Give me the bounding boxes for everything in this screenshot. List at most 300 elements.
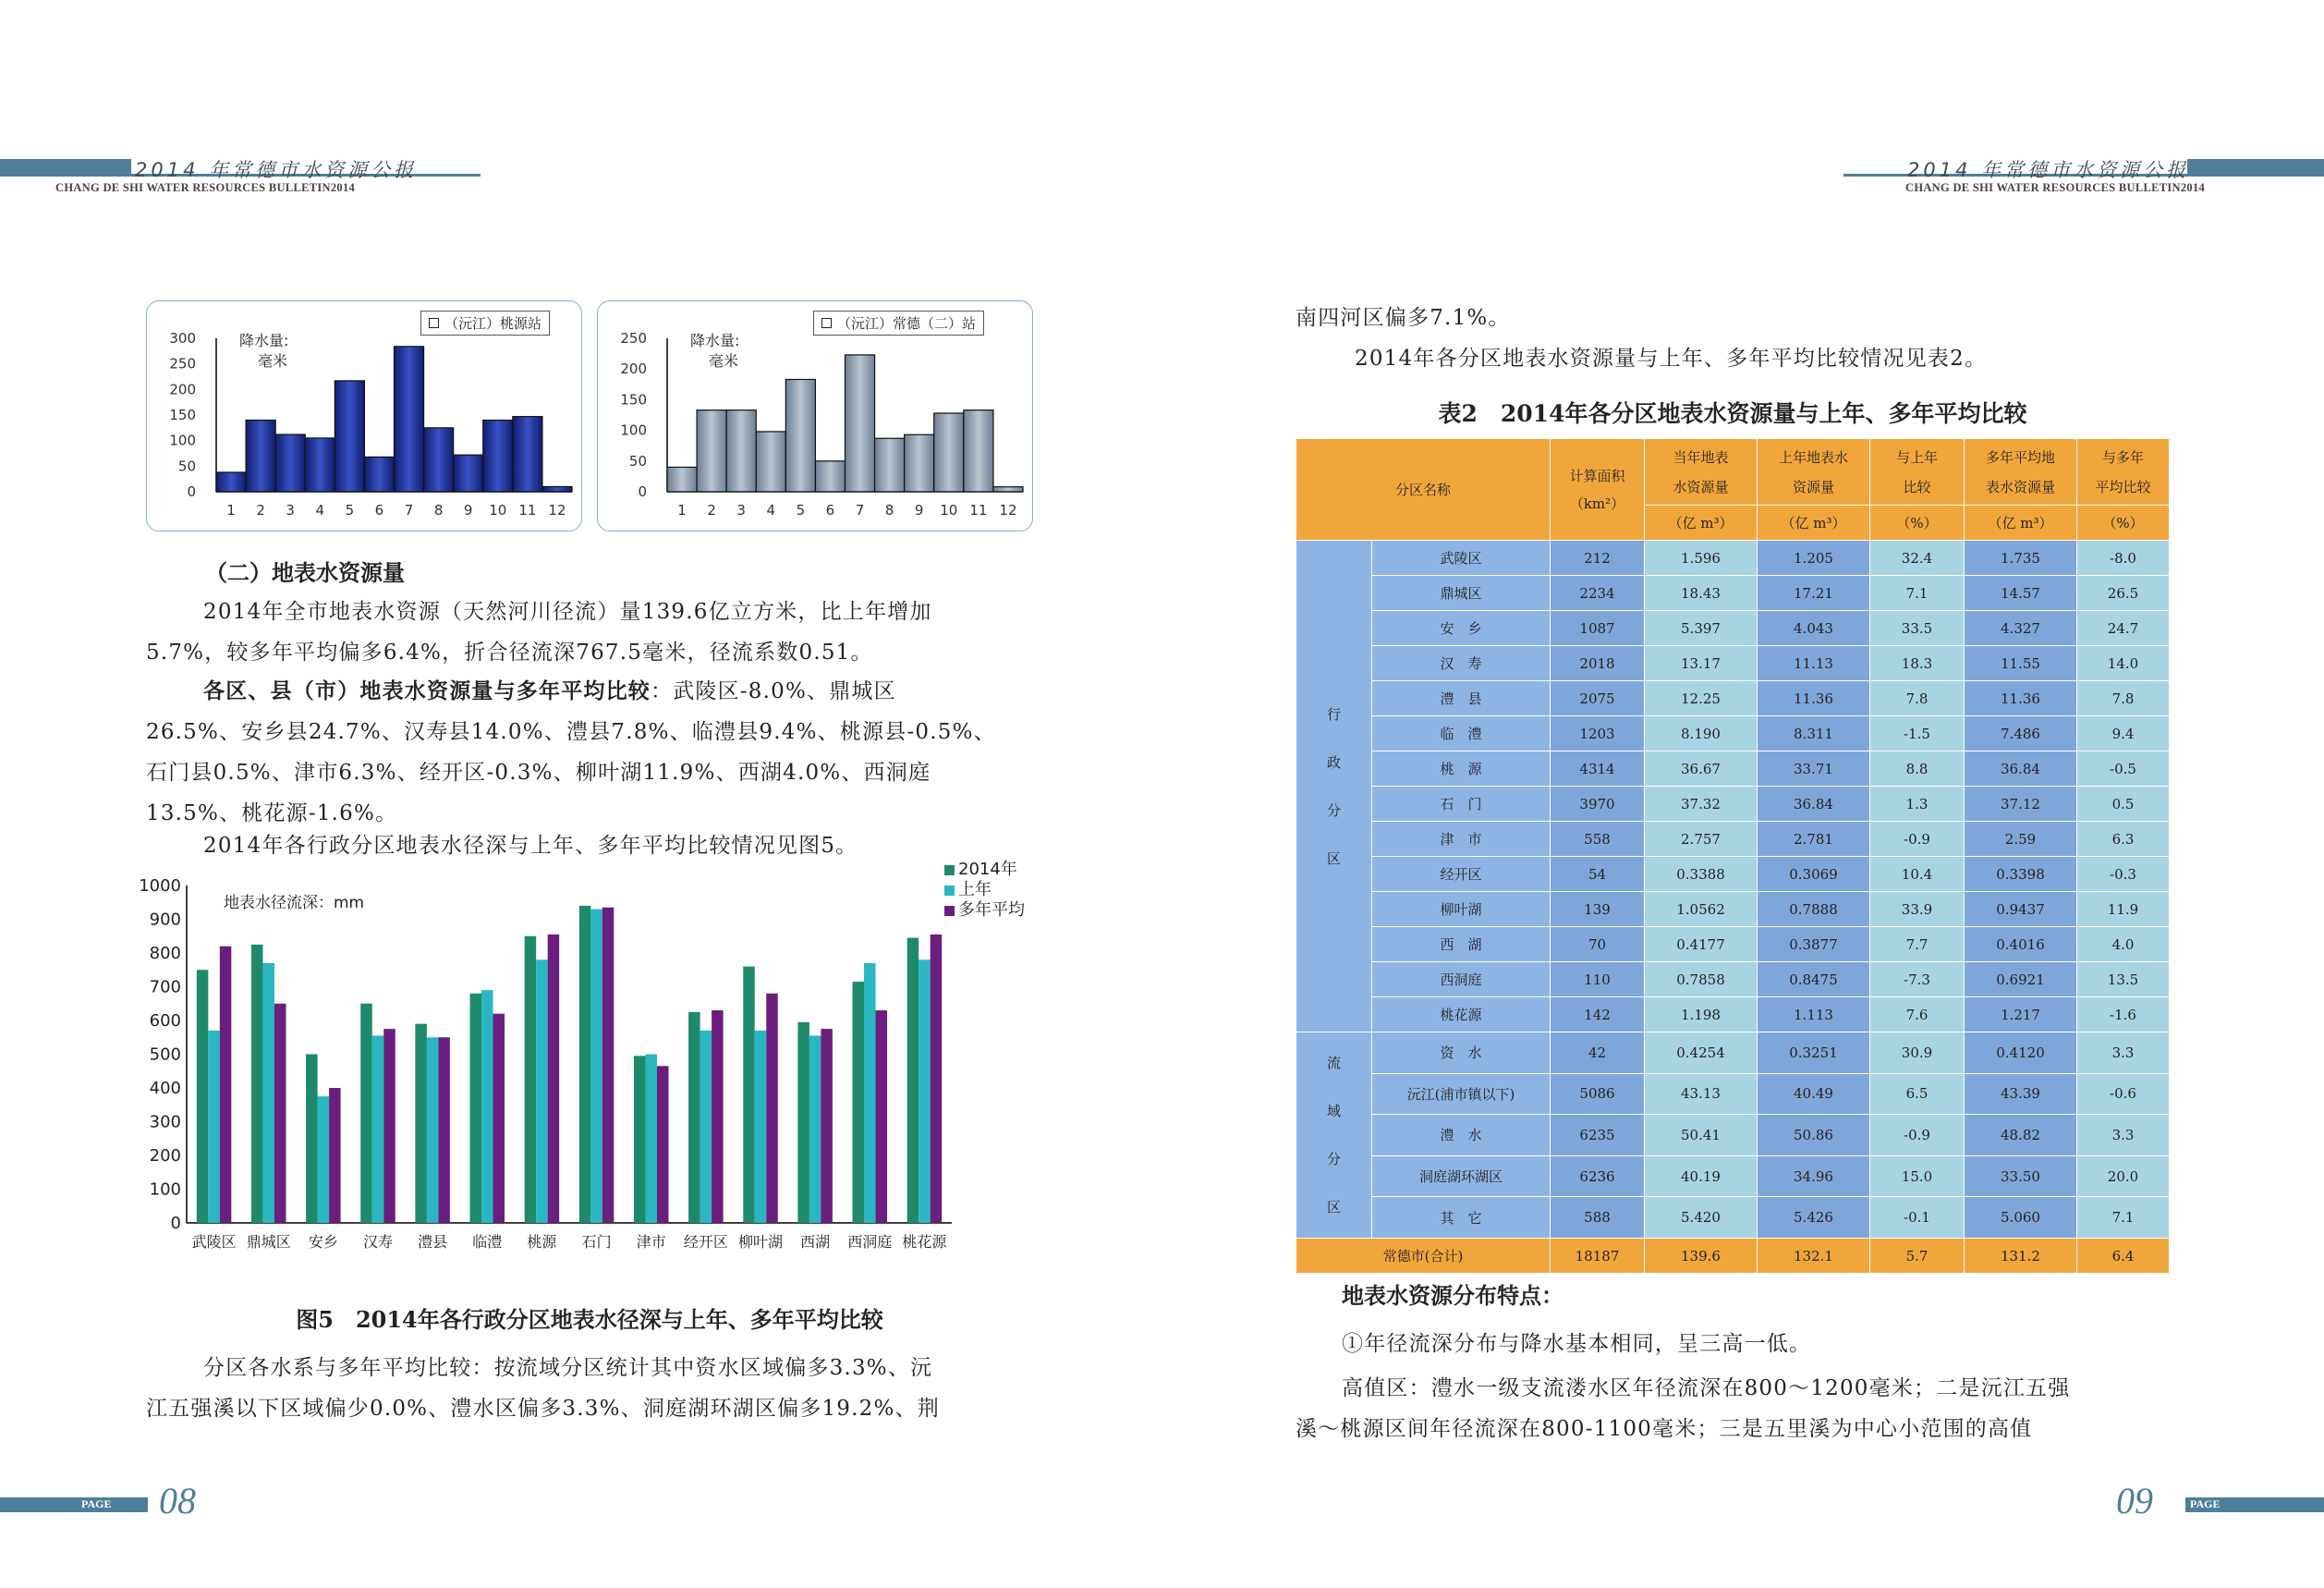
header-vs-average bbox=[2077, 439, 2170, 506]
y-axis-label-text: 降水量: bbox=[690, 332, 740, 349]
paragraph-4 bbox=[146, 1348, 1033, 1429]
distribution-p1: ①年径流深分布与降水基本相同，呈三高一低。 bbox=[1342, 1332, 1812, 1356]
table-cell: 11.36 bbox=[1965, 681, 2077, 716]
bar-2 bbox=[220, 947, 232, 1223]
table-cell: -7.3 bbox=[1870, 962, 1965, 997]
bar-0 bbox=[306, 1055, 318, 1224]
header-vs-average-l1: 与多年 bbox=[2101, 448, 2144, 466]
table-cell: 30.9 bbox=[1870, 1032, 1965, 1074]
table-cell: 1087 bbox=[1551, 611, 1645, 646]
table-row bbox=[1296, 787, 2170, 822]
y-axis-label-text: 降水量: bbox=[239, 332, 289, 349]
group-char: 流 bbox=[1326, 1055, 1341, 1071]
table-cell: 2018 bbox=[1551, 646, 1645, 681]
y-tick-label: 250 bbox=[620, 330, 647, 347]
bar bbox=[364, 457, 394, 492]
table-cell: 9.4 bbox=[2077, 716, 2170, 751]
y-axis-unit: 毫米 bbox=[709, 352, 739, 370]
distribution-title: 地表水资源分布特点： bbox=[1342, 1282, 1564, 1309]
table-cell: 5.060 bbox=[1965, 1197, 2077, 1239]
legend-swatch-icon bbox=[429, 318, 439, 328]
x-tick-label: 3 bbox=[286, 502, 295, 519]
bar-0 bbox=[743, 967, 755, 1223]
bar-1 bbox=[864, 963, 876, 1223]
unit-previous: （亿 m³） bbox=[1758, 506, 1870, 541]
section-title: （二）地表水资源量 bbox=[205, 559, 405, 586]
table-cell: 6.5 bbox=[1870, 1073, 1965, 1115]
para1-line2: 5.7%，较多年平均偏多6.4%，折合径流深767.5毫米，径流系数0.51。 bbox=[146, 641, 873, 665]
x-tick-label: 5 bbox=[796, 502, 806, 519]
row-name: 安 乡 bbox=[1372, 611, 1551, 646]
footer-page-number-left: 08 bbox=[159, 1480, 196, 1521]
footer-band-left bbox=[0, 1497, 148, 1512]
bar bbox=[905, 434, 934, 492]
precip-chart-changde-svg bbox=[598, 301, 1034, 532]
bar-0 bbox=[688, 1012, 700, 1223]
table-row bbox=[1296, 927, 2170, 962]
footer-page-label-right: PAGE bbox=[2190, 1497, 2221, 1510]
table-cell: 4314 bbox=[1551, 751, 1645, 787]
table-cell: 0.3251 bbox=[1758, 1032, 1870, 1074]
table-cell: 1.205 bbox=[1758, 541, 1870, 576]
bar bbox=[934, 413, 964, 492]
legend-item-2014 bbox=[944, 860, 1025, 880]
bar bbox=[667, 467, 697, 492]
table-row bbox=[1296, 892, 2170, 927]
bar-2 bbox=[657, 1066, 669, 1223]
row-name: 鼎城区 bbox=[1372, 576, 1551, 611]
header-previous bbox=[1758, 439, 1870, 506]
bar bbox=[785, 379, 815, 492]
table-cell: 18.43 bbox=[1645, 576, 1758, 611]
y-tick-label: 250 bbox=[169, 355, 196, 373]
table-cell: 2075 bbox=[1551, 681, 1645, 716]
y-tick-label: 0 bbox=[170, 1214, 181, 1233]
table-cell: 43.13 bbox=[1645, 1073, 1758, 1115]
big-chart-y-label: 地表水径流深：mm bbox=[224, 894, 365, 912]
unit-vs-previous: （%） bbox=[1870, 506, 1965, 541]
table-cell: -1.6 bbox=[2077, 997, 2170, 1032]
x-tick-label: 5 bbox=[345, 502, 355, 519]
table-cell: 7.8 bbox=[2077, 681, 2170, 716]
para2-line4: 13.5%、桃花源-1.6%。 bbox=[146, 801, 398, 825]
bar bbox=[756, 432, 785, 492]
x-tick-label: 石门 bbox=[581, 1233, 612, 1251]
header-area-l2: （km²） bbox=[1569, 495, 1625, 512]
y-axis-label bbox=[239, 331, 288, 372]
table-cell: 70 bbox=[1551, 927, 1645, 962]
table-cell: 14.0 bbox=[2077, 646, 2170, 681]
legend-item-average bbox=[944, 900, 1025, 921]
group-char: 区 bbox=[1326, 849, 1341, 867]
x-tick-label: 9 bbox=[463, 502, 473, 519]
table-cell: 33.71 bbox=[1758, 751, 1870, 787]
para2-line3: 石门县0.5%、津市6.3%、经开区-0.3%、柳叶湖11.9%、西湖4.0%、西洞庭 bbox=[146, 761, 931, 785]
runoff-depth-chart-svg bbox=[139, 860, 1044, 1266]
distribution-p2-line1: 高值区：澧水一级支流溇水区年径流深在800～1200毫米；二是沅江五强 bbox=[1342, 1376, 2071, 1400]
header-band-left bbox=[0, 159, 131, 174]
y-tick-label: 1000 bbox=[139, 876, 181, 896]
table-cell: -1.5 bbox=[1870, 716, 1965, 751]
bar-0 bbox=[415, 1024, 427, 1223]
bar-2 bbox=[766, 994, 778, 1223]
bar-1 bbox=[318, 1096, 330, 1223]
x-tick-label: 1 bbox=[226, 502, 236, 519]
x-tick-label: 西洞庭 bbox=[847, 1233, 893, 1251]
bar-1 bbox=[919, 959, 931, 1223]
table-cell: 26.5 bbox=[2077, 576, 2170, 611]
legend-label: 2014年 bbox=[958, 860, 1017, 879]
x-tick-label: 4 bbox=[315, 502, 325, 519]
legend-item-lastyear bbox=[944, 880, 1025, 900]
table-cell: 0.7858 bbox=[1645, 962, 1758, 997]
table-cell: 1.3 bbox=[1870, 787, 1965, 822]
x-tick-label: 12 bbox=[999, 502, 1017, 519]
table-row bbox=[1296, 1155, 2170, 1197]
x-tick-label: 津市 bbox=[636, 1233, 666, 1251]
bar-2 bbox=[712, 1010, 724, 1223]
bar-2 bbox=[329, 1088, 341, 1223]
bar-0 bbox=[197, 970, 209, 1223]
x-tick-label: 1 bbox=[677, 502, 687, 519]
bar bbox=[305, 438, 335, 492]
table-cell: 11.55 bbox=[1965, 646, 2077, 681]
table-row bbox=[1296, 576, 2170, 611]
bar bbox=[993, 487, 1023, 492]
bar bbox=[395, 347, 424, 492]
table-cell: 0.4016 bbox=[1965, 927, 2077, 962]
table-cell: -0.5 bbox=[2077, 751, 2170, 787]
legend-swatch-icon bbox=[821, 318, 832, 328]
table-cell: 50.86 bbox=[1758, 1115, 1870, 1156]
bar-1 bbox=[372, 1035, 384, 1223]
bar-2 bbox=[274, 1004, 286, 1223]
para2-line1-rest: ：武陵区-8.0%、鼎城区 bbox=[651, 679, 896, 703]
header-previous-l1: 上年地表水 bbox=[1778, 448, 1848, 466]
table-cell: 50.41 bbox=[1645, 1115, 1758, 1156]
bar-1 bbox=[590, 910, 602, 1223]
table-cell: 11.9 bbox=[2077, 892, 2170, 927]
row-name: 桃 源 bbox=[1372, 751, 1551, 787]
x-tick-label: 10 bbox=[489, 502, 507, 519]
table-cell: 14.57 bbox=[1965, 576, 2077, 611]
bar-1 bbox=[755, 1031, 767, 1223]
table-cell: 7.8 bbox=[1870, 681, 1965, 716]
table-cell: 1.0562 bbox=[1645, 892, 1758, 927]
group-char: 分 bbox=[1326, 801, 1341, 819]
table-cell: -0.6 bbox=[2077, 1073, 2170, 1115]
x-tick-label: 10 bbox=[940, 502, 958, 519]
group-basin bbox=[1296, 1032, 1372, 1239]
table-cell: 7.1 bbox=[2077, 1197, 2170, 1239]
bar bbox=[275, 434, 305, 492]
total-cell: 6.4 bbox=[2077, 1239, 2170, 1274]
table-cell: 6235 bbox=[1551, 1115, 1645, 1156]
header-average-l2: 表水资源量 bbox=[1985, 478, 2055, 495]
resources-table-body bbox=[1296, 439, 2170, 1274]
unit-vs-average: （%） bbox=[2077, 506, 2170, 541]
bar-0 bbox=[797, 1022, 809, 1223]
x-tick-label: 8 bbox=[433, 502, 444, 519]
group-char: 政 bbox=[1326, 753, 1341, 771]
y-tick-label: 100 bbox=[149, 1179, 181, 1200]
x-tick-label: 汉寿 bbox=[362, 1233, 394, 1251]
y-tick-label: 0 bbox=[187, 483, 196, 500]
table-cell: 5.426 bbox=[1758, 1197, 1870, 1239]
x-tick-label: 12 bbox=[548, 502, 566, 519]
group-char: 区 bbox=[1326, 1199, 1341, 1215]
header-current-l2: 水资源量 bbox=[1673, 478, 1729, 495]
table-cell: -0.1 bbox=[1870, 1197, 1965, 1239]
header-vs-average-l2: 平均比较 bbox=[2095, 478, 2151, 495]
header-current-l1: 当年地表 bbox=[1673, 448, 1729, 466]
bar-0 bbox=[853, 982, 865, 1223]
table-row bbox=[1296, 857, 2170, 892]
header-name: 分区名称 bbox=[1296, 439, 1551, 541]
table-row bbox=[1296, 962, 2170, 997]
table-cell: 2.59 bbox=[1965, 822, 2077, 857]
bar-0 bbox=[907, 938, 919, 1223]
x-tick-label: 桃源 bbox=[527, 1233, 557, 1251]
right-line-1: 南四河区偏多7.1%。 bbox=[1296, 306, 1511, 330]
row-name: 桃花源 bbox=[1372, 997, 1551, 1032]
y-tick-label: 150 bbox=[620, 391, 647, 409]
row-name: 澧 县 bbox=[1372, 681, 1551, 716]
y-tick-label: 400 bbox=[149, 1079, 181, 1098]
y-tick-label: 150 bbox=[169, 407, 196, 423]
bar-0 bbox=[251, 945, 263, 1223]
table-cell: 8.311 bbox=[1758, 716, 1870, 751]
bar-0 bbox=[634, 1056, 646, 1223]
table-cell: 24.7 bbox=[2077, 611, 2170, 646]
table-cell: 13.17 bbox=[1645, 646, 1758, 681]
bar-2 bbox=[876, 1010, 888, 1223]
table-cell: 1203 bbox=[1551, 716, 1645, 751]
distribution-p2 bbox=[1296, 1368, 2170, 1449]
legend-swatch-icon bbox=[944, 906, 955, 916]
bar-2 bbox=[493, 1014, 505, 1223]
table-cell: 2.781 bbox=[1758, 822, 1870, 857]
x-tick-label: 7 bbox=[855, 502, 865, 519]
table-row bbox=[1296, 1032, 2170, 1074]
table-cell: 5.397 bbox=[1645, 611, 1758, 646]
table-cell: -8.0 bbox=[2077, 541, 2170, 576]
y-tick-label: 100 bbox=[169, 432, 196, 449]
bar-2 bbox=[548, 934, 560, 1223]
header-vs-previous-l2: 比较 bbox=[1903, 478, 1931, 495]
total-cell: 5.7 bbox=[1870, 1239, 1965, 1274]
group-char: 行 bbox=[1326, 705, 1341, 723]
bar bbox=[726, 410, 756, 492]
legend-label: （沅江）桃源站 bbox=[444, 315, 542, 332]
distribution-p2-line2: 溪～桃源区间年径流深在800-1100毫米；三是五里溪为中心小范围的高值 bbox=[1296, 1417, 2033, 1441]
table-cell: 40.49 bbox=[1758, 1073, 1870, 1115]
bar-1 bbox=[536, 959, 548, 1223]
bar-2 bbox=[383, 1029, 395, 1223]
row-name: 石 门 bbox=[1372, 787, 1551, 822]
table-cell: 0.3398 bbox=[1965, 857, 2077, 892]
table-cell: 4.0 bbox=[2077, 927, 2170, 962]
header-subtitle-left: CHANG DE SHI WATER RESOURCES BULLETIN2014 bbox=[55, 181, 356, 194]
chart-legend bbox=[813, 311, 984, 336]
unit-average: （亿 m³） bbox=[1965, 506, 2077, 541]
group-char: 域 bbox=[1326, 1103, 1341, 1119]
y-tick-label: 50 bbox=[177, 458, 196, 475]
right-line-2: 2014年各分区地表水资源量与上年、多年平均比较情况见表2。 bbox=[1355, 347, 1988, 371]
x-tick-label: 安乡 bbox=[308, 1233, 338, 1251]
table-cell: 0.4254 bbox=[1645, 1032, 1758, 1074]
chart-legend bbox=[420, 311, 550, 336]
paragraph-3: 2014年各行政分区地表水径深与上年、多年平均比较情况见图5。 bbox=[203, 834, 858, 858]
header-area bbox=[1551, 439, 1645, 541]
table-cell: 18.3 bbox=[1870, 646, 1965, 681]
table-cell: 7.6 bbox=[1870, 997, 1965, 1032]
header-current bbox=[1645, 439, 1758, 506]
table-cell: 2234 bbox=[1551, 576, 1645, 611]
row-name: 临 澧 bbox=[1372, 716, 1551, 751]
bar-2 bbox=[602, 908, 614, 1223]
bar-2 bbox=[821, 1029, 833, 1223]
table-cell: 10.4 bbox=[1870, 857, 1965, 892]
table-row bbox=[1296, 541, 2170, 576]
table-cell: 0.3877 bbox=[1758, 927, 1870, 962]
table-cell: 6236 bbox=[1551, 1155, 1645, 1197]
table-cell: 212 bbox=[1551, 541, 1645, 576]
table-cell: 15.0 bbox=[1870, 1155, 1965, 1197]
header-average bbox=[1965, 439, 2077, 506]
table-cell: 0.4177 bbox=[1645, 927, 1758, 962]
x-tick-label: 经开区 bbox=[683, 1233, 728, 1251]
header-subtitle-right: CHANG DE SHI WATER RESOURCES BULLETIN2014 bbox=[1905, 181, 2206, 194]
table-cell: 43.39 bbox=[1965, 1073, 2077, 1115]
para4-line2: 江五强溪以下区域偏少0.0%、澧水区偏多3.3%、洞庭湖环湖区偏多19.2%、荆 bbox=[146, 1397, 940, 1421]
bar-0 bbox=[525, 936, 537, 1223]
y-tick-label: 100 bbox=[620, 421, 647, 439]
table-row bbox=[1296, 822, 2170, 857]
table-cell: 17.21 bbox=[1758, 576, 1870, 611]
para2-heading: 各区、县（市）地表水资源量与多年平均比较 bbox=[203, 678, 651, 703]
table-cell: 5.420 bbox=[1645, 1197, 1758, 1239]
header-title-right: 2014 年常德市水资源公报 bbox=[1907, 159, 2190, 181]
table-cell: 33.9 bbox=[1870, 892, 1965, 927]
table-cell: 11.13 bbox=[1758, 646, 1870, 681]
bar bbox=[246, 421, 275, 492]
x-tick-label: 3 bbox=[736, 502, 746, 519]
y-tick-label: 200 bbox=[149, 1146, 181, 1166]
y-axis-unit: 毫米 bbox=[258, 352, 288, 370]
table-cell: 0.6921 bbox=[1965, 962, 2077, 997]
table-cell: 0.9437 bbox=[1965, 892, 2077, 927]
row-name: 沅江(浦市镇以下) bbox=[1372, 1073, 1551, 1115]
table-cell: 7.1 bbox=[1870, 576, 1965, 611]
bar-1 bbox=[481, 990, 493, 1223]
table-row bbox=[1296, 997, 2170, 1032]
table-row bbox=[1296, 1073, 2170, 1115]
table-cell: 37.12 bbox=[1965, 787, 2077, 822]
table-cell: 32.4 bbox=[1870, 541, 1965, 576]
legend-label: 多年平均 bbox=[958, 900, 1025, 920]
bar bbox=[216, 472, 246, 492]
table-cell: 12.25 bbox=[1645, 681, 1758, 716]
x-tick-label: 2 bbox=[256, 502, 265, 519]
table-cell: 54 bbox=[1551, 857, 1645, 892]
y-tick-label: 300 bbox=[149, 1112, 181, 1132]
paragraph-2 bbox=[146, 671, 1033, 834]
bar bbox=[335, 381, 364, 492]
table-cell: 13.5 bbox=[2077, 962, 2170, 997]
paragraph-1 bbox=[146, 592, 1033, 673]
bar-1 bbox=[208, 1031, 220, 1223]
row-name: 经开区 bbox=[1372, 857, 1551, 892]
table-cell: 588 bbox=[1551, 1197, 1645, 1239]
row-name: 澧 水 bbox=[1372, 1115, 1551, 1156]
big-chart-legend bbox=[944, 860, 1025, 921]
table-row bbox=[1296, 611, 2170, 646]
total-cell: 131.2 bbox=[1965, 1239, 2077, 1274]
resources-table bbox=[1296, 438, 2170, 1274]
precip-chart-taoyuan bbox=[146, 300, 582, 531]
header-title-left: 2014 年常德市水资源公报 bbox=[135, 159, 418, 181]
para2-line2: 26.5%、安乡县24.7%、汉寿县14.0%、澧县7.8%、临澧县9.4%、桃源县-0.5%、 bbox=[146, 720, 996, 744]
bar-2 bbox=[931, 934, 943, 1223]
header-previous-l2: 资源量 bbox=[1792, 478, 1834, 495]
total-name: 常德市(合计) bbox=[1296, 1239, 1551, 1274]
bar bbox=[964, 410, 993, 492]
row-name: 洞庭湖环湖区 bbox=[1372, 1155, 1551, 1197]
bar bbox=[697, 410, 726, 492]
table-row bbox=[1296, 751, 2170, 787]
table-cell: 6.3 bbox=[2077, 822, 2170, 857]
x-tick-label: 2 bbox=[707, 502, 716, 519]
table-cell: 11.36 bbox=[1758, 681, 1870, 716]
bar-0 bbox=[360, 1004, 372, 1223]
bar-1 bbox=[262, 963, 274, 1223]
table-total-row bbox=[1296, 1239, 2170, 1274]
table-cell: -0.9 bbox=[1870, 1115, 1965, 1156]
figure-caption: 图5 2014年各行政分区地表水径深与上年、多年平均比较 bbox=[296, 1306, 883, 1333]
bar-2 bbox=[438, 1037, 450, 1223]
row-name: 津 市 bbox=[1372, 822, 1551, 857]
x-tick-label: 9 bbox=[914, 502, 924, 519]
legend-label: 上年 bbox=[958, 880, 992, 899]
header-band-right bbox=[2187, 159, 2324, 174]
table-cell: 110 bbox=[1551, 962, 1645, 997]
table-cell: 139 bbox=[1551, 892, 1645, 927]
bar-1 bbox=[645, 1055, 657, 1224]
row-name: 汉 寿 bbox=[1372, 646, 1551, 681]
y-tick-label: 50 bbox=[628, 452, 647, 470]
table-cell: 36.84 bbox=[1758, 787, 1870, 822]
x-tick-label: 鼎城区 bbox=[246, 1233, 291, 1251]
y-axis-label bbox=[690, 331, 739, 372]
table-cell: 42 bbox=[1551, 1032, 1645, 1074]
footer-page-label-left: PAGE bbox=[81, 1497, 112, 1510]
table-cell: 7.486 bbox=[1965, 716, 2077, 751]
para2-line1 bbox=[146, 671, 1033, 712]
table-cell: 7.7 bbox=[1870, 927, 1965, 962]
bar bbox=[454, 455, 483, 492]
x-tick-label: 4 bbox=[766, 502, 776, 519]
table-cell: 0.4120 bbox=[1965, 1032, 2077, 1074]
y-tick-label: 700 bbox=[149, 977, 181, 997]
row-name: 西 湖 bbox=[1372, 927, 1551, 962]
table-header-row bbox=[1296, 439, 2170, 506]
x-tick-label: 武陵区 bbox=[191, 1233, 237, 1251]
table-cell: 36.84 bbox=[1965, 751, 2077, 787]
total-cell: 132.1 bbox=[1758, 1239, 1870, 1274]
table-cell: 1.113 bbox=[1758, 997, 1870, 1032]
table-cell: 40.19 bbox=[1645, 1155, 1758, 1197]
